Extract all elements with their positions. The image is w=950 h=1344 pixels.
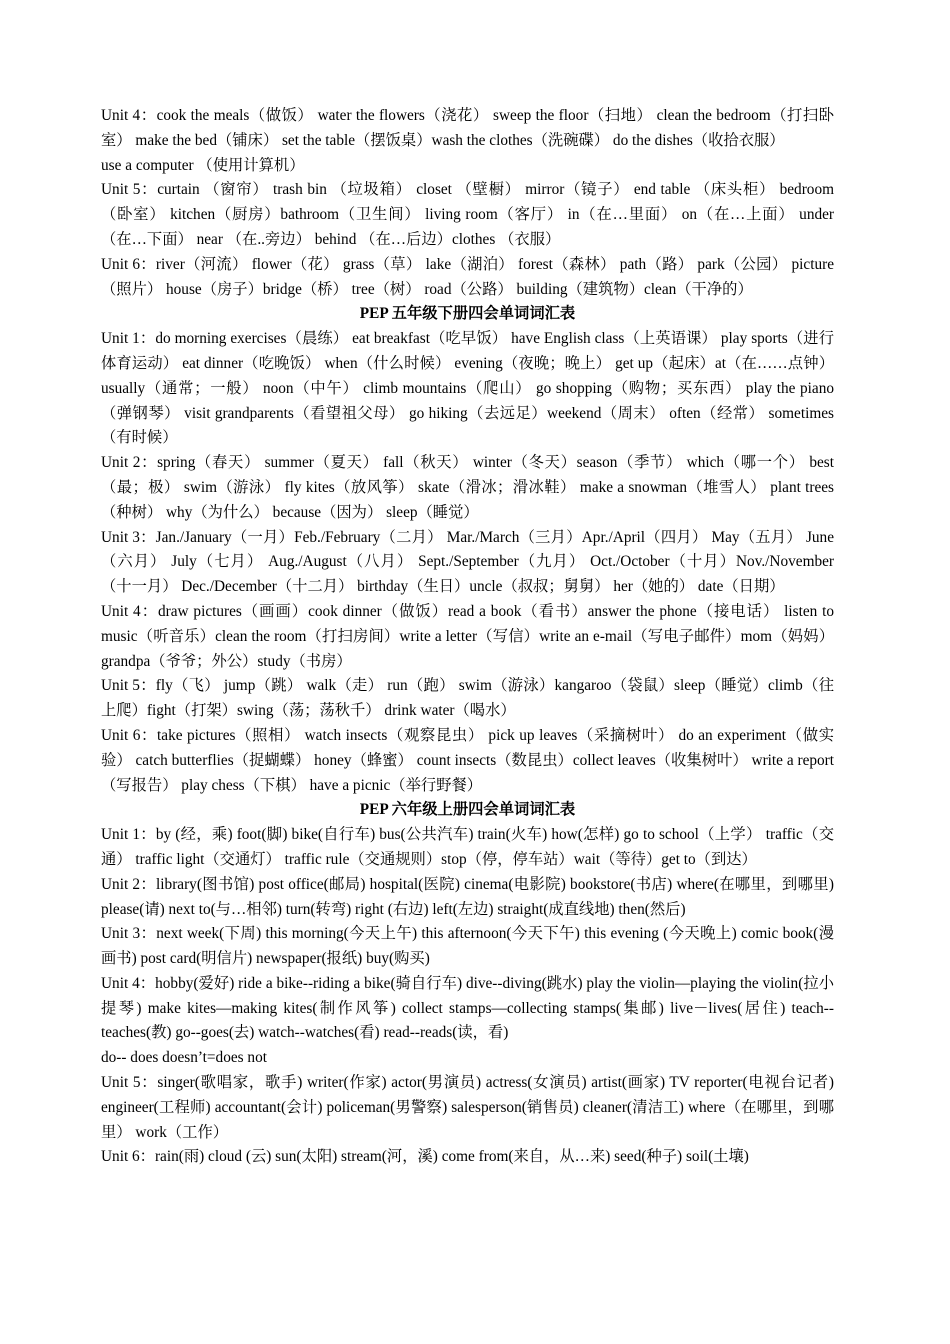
heading-grade6a-vocabulary: PEP 六年级上册四会单词词汇表 bbox=[359, 801, 576, 819]
paragraph-grade6a-unit4-extra: do-- does doesn’t=does not bbox=[101, 1049, 267, 1067]
paragraph-grade5b-unit4: Unit 4：draw pictures（画画）cook dinner（做饭）read a book（看书）answer the phone（接电话） listen to music（听音乐）clean the room（打扫房间）write a letter（写信）write an e-mail（写电子邮件）mom（妈妈）grandpa（爷爷；外公）study（书房） bbox=[101, 602, 834, 670]
paragraph-grade6a-unit4: Unit 4：hobby(爱好) ride a bike--riding a bike(骑自行车) dive--diving(跳水) play the violin—playing the violin(拉小提琴) make kites—making kites(制作风筝) collect stamps—collecting stamps(集邮) live－lives(居住) teach--teaches(教) go--goes(去) watch--watches(看) read--reads(读，看) bbox=[101, 974, 834, 1042]
paragraph-grade5b-unit3: Unit 3：Jan./January（一月）Feb./February（二月） Mar./March（三月）Apr./April（四月） May（五月） June（六月） July（七月） Aug./August（八月） Sept./September（九月） Oct./October（十月）Nov./November（十一月） Dec./December（十二月） birthday（生日）uncle（叔叔；舅舅） her（她的） date（日期） bbox=[101, 528, 834, 596]
paragraph-grade6a-unit3: Unit 3：next week(下周) this morning(今天上午) this afternoon(今天下午) this evening (今天晚上) comic book(漫画书) post card(明信片) newspaper(报纸) buy(购买) bbox=[101, 925, 834, 968]
paragraph-grade5b-unit6: Unit 6：take pictures（照相） watch insects（观察昆虫） pick up leaves（采摘树叶） do an experiment（做实验） catch butterflies（捉蝴蝶） honey（蜂蜜） count insects（数昆虫）collect leaves（收集树叶） write a report（写报告） play chess（下棋） have a picnic（举行野餐） bbox=[101, 726, 834, 794]
paragraph-grade5a-unit4-extra: use a computer （使用计算机） bbox=[101, 156, 305, 174]
heading-grade5b-vocabulary: PEP 五年级下册四会单词词汇表 bbox=[359, 305, 576, 323]
paragraph-grade5a-unit4: Unit 4：cook the meals（做饭） water the flowers（浇花） sweep the floor（扫地） clean the bedroom（打扫卧室） make the bed（铺床） set the table（摆饭桌）wash the clothes（洗碗碟） do the dishes（收拾衣服） bbox=[101, 107, 834, 149]
paragraph-grade6a-unit1: Unit 1：by (经，乘) foot(脚) bike(自行车) bus(公共汽车) train(火车) how(怎样) go to school（上学） traffic（交通） traffic light（交通灯） traffic rule（交通规则）stop（停，停车站）wait（等待）get to（到达） bbox=[101, 826, 834, 868]
paragraph-grade6a-unit2: Unit 2：library(图书馆) post office(邮局) hospital(医院) cinema(电影院) bookstore(书店) where(在哪里，到哪里) please(请) next to(与…相邻) turn(转弯) right (右边) left(左边) straight(成直线地) then(然后) bbox=[101, 875, 834, 918]
paragraph-grade5b-unit2: Unit 2：spring（春天） summer（夏天） fall（秋天） winter（冬天）season（季节） which（哪一个） best（最；极） swim（游泳） fly kites（放风筝） skate（滑冰；滑冰鞋） make a snowman（堆雪人） plant trees（种树） why（为什么） because（因为） sleep（睡觉） bbox=[101, 454, 834, 521]
paragraph-grade6a-unit5: Unit 5：singer(歌唱家，歌手) writer(作家) actor(男演员) actress(女演员) artist(画家) TV reporter(电视台记者) engineer(工程师) accountant(会计) policeman(男警察) salesperson(销售员) cleaner(清洁工) where（在哪里，到哪里） work（工作） bbox=[101, 1074, 834, 1141]
paragraph-grade5a-unit5: Unit 5：curtain （窗帘） trash bin （垃圾箱） closet （壁橱） mirror（镜子） end table （床头柜） bedroom（卧室） kitchen（厨房）bathroom（卫生间） living room（客厅） in（在…里面） on（在…上面） under （在…下面） near （在..旁边） behind （在…后边）clothes （衣服） bbox=[101, 181, 834, 248]
document-page bbox=[101, 104, 834, 1170]
paragraph-grade5a-unit6: Unit 6：river（河流） flower（花） grass（草） lake（湖泊） forest（森林） path（路） park（公园） picture（照片） house（房子）bridge（桥） tree（树） road（公路） building（建筑物）clean（干净的） bbox=[101, 255, 834, 298]
paragraph-grade6a-unit6: Unit 6：rain(雨) cloud (云) sun(太阳) stream(河，溪) come from(来自，从…来) seed(种子) soil(土壤) bbox=[101, 1148, 749, 1166]
paragraph-grade5b-unit5: Unit 5：fly（飞） jump（跳） walk（走） run（跑） swim（游泳）kangaroo（袋鼠）sleep（睡觉）climb（往上爬）fight（打架）swing（荡；荡秋千） drink water（喝水） bbox=[101, 677, 834, 720]
paragraph-grade5b-unit1: Unit 1：do morning exercises（晨练） eat breakfast（吃早饭） have English class（上英语课） play sports（进行体育运动） eat dinner（吃晚饭） when（什么时候） evening（夜晚；晚上） get up（起床）at（在……点钟） usually（通常；一般） noon（中午） climb mountains（爬山） go shopping（购物；买东西） play the piano（弹钢琴） visit grandparents（看望祖父母） go hiking（去远足）weekend（周末） often（经常） sometimes（有时候） bbox=[101, 330, 834, 447]
